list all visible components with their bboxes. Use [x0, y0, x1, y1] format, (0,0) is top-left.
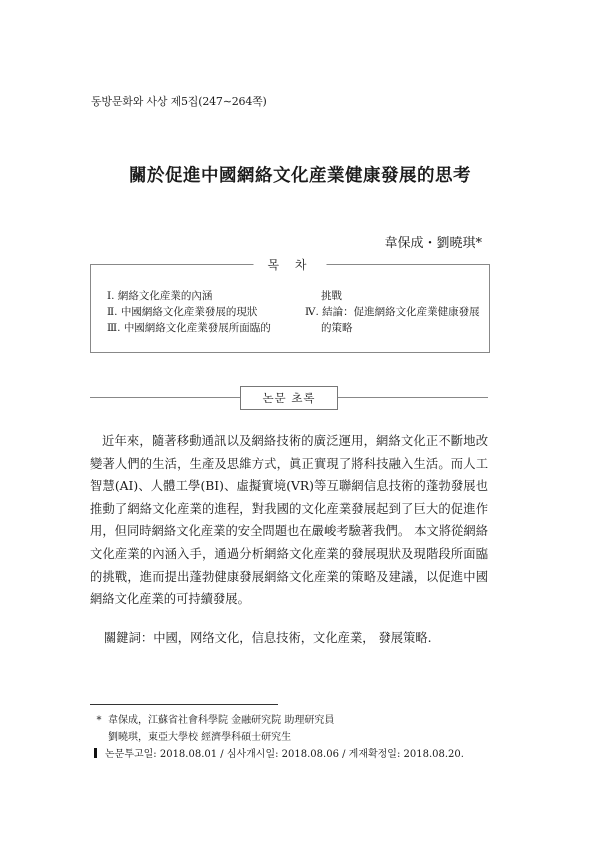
- footnote-author-1: [90, 712, 464, 729]
- submission-dates: 논문투고일: 2018.08.01 / 심사개시일: 2018.08.06 / 게재확정일: 2018.08.20.: [105, 749, 464, 760]
- journal-header: 동방문화와 사상 제5집(247∼264쪽): [91, 95, 267, 108]
- toc-item: [107, 288, 271, 304]
- toc-item-text: 結論：促進網絡文化産業健康發展: [322, 306, 480, 318]
- abstract-body: 近年來，隨著移動通訊以及網絡技術的廣泛運用，網絡文化正不斷地改變著人們的生活，生產及思維方式，眞正實現了將科技融入生活。而人工智慧(AI)、人體工學(BI)、虛擬實境(VR)等互聯網信息技術的蓬勃發展也推動了網絡文化産業的進程，對我國的文化産業發展起到了巨大的促進作用，但同時網絡文化産業的安全問題也在嚴峻考驗著我們。 本文將從網絡文化産業的內涵入手，通過分析網絡文化産業的發展現狀及現階段所面臨的挑戰，進而提出蓬勃健康發展網絡文化産業的策略及建議，以促進中國網絡文化産業的可持續發展。: [90, 434, 488, 607]
- toc-item-text: 中國網絡文化産業發展的現狀: [120, 306, 258, 318]
- toc-item-text: 挑戰: [321, 290, 342, 302]
- toc-item-number: Ⅲ.: [107, 322, 121, 334]
- footnote-line: 韋保成，江蘇省社會科學院 金融研究院 助理研究員: [108, 715, 335, 726]
- footnote: [90, 712, 464, 763]
- toc-item-number: Ⅰ.: [107, 290, 115, 302]
- toc-item: [107, 304, 271, 320]
- toc-left-column: [107, 288, 271, 336]
- toc-item-text: 網絡文化産業的內涵: [117, 290, 213, 302]
- toc-right-column: [305, 288, 480, 336]
- dates-bar-marker: [94, 748, 97, 758]
- toc-item-number: Ⅱ.: [107, 306, 118, 318]
- footnote-dates: [90, 746, 464, 763]
- toc-item: [107, 320, 271, 336]
- authors: 韋保成・劉曉琪*: [384, 236, 482, 251]
- footnote-rule: [90, 704, 278, 705]
- toc-item-text: 的策略: [321, 322, 353, 334]
- toc-item: [305, 288, 480, 304]
- toc-item: [305, 304, 480, 320]
- toc-heading: 목 차: [254, 256, 327, 273]
- abstract-heading: 논문 초록: [240, 386, 338, 410]
- keywords: 關鍵詞：中國，网络文化，信息技術，文化産業， 發展策略.: [104, 631, 432, 645]
- toc-item-number: Ⅳ.: [305, 306, 319, 318]
- footnote-author-2: [90, 729, 464, 746]
- footnote-mark: *: [96, 715, 102, 726]
- paper-title: 關於促進中國網絡文化産業健康發展的思考: [129, 166, 471, 186]
- toc-item-text: 中國網絡文化産業發展所面臨的: [123, 322, 271, 334]
- footnote-line: 劉曉琪，東亞大學校 經濟學科碩士研究生: [108, 732, 292, 743]
- table-of-contents: [90, 258, 490, 353]
- toc-item: [305, 320, 480, 336]
